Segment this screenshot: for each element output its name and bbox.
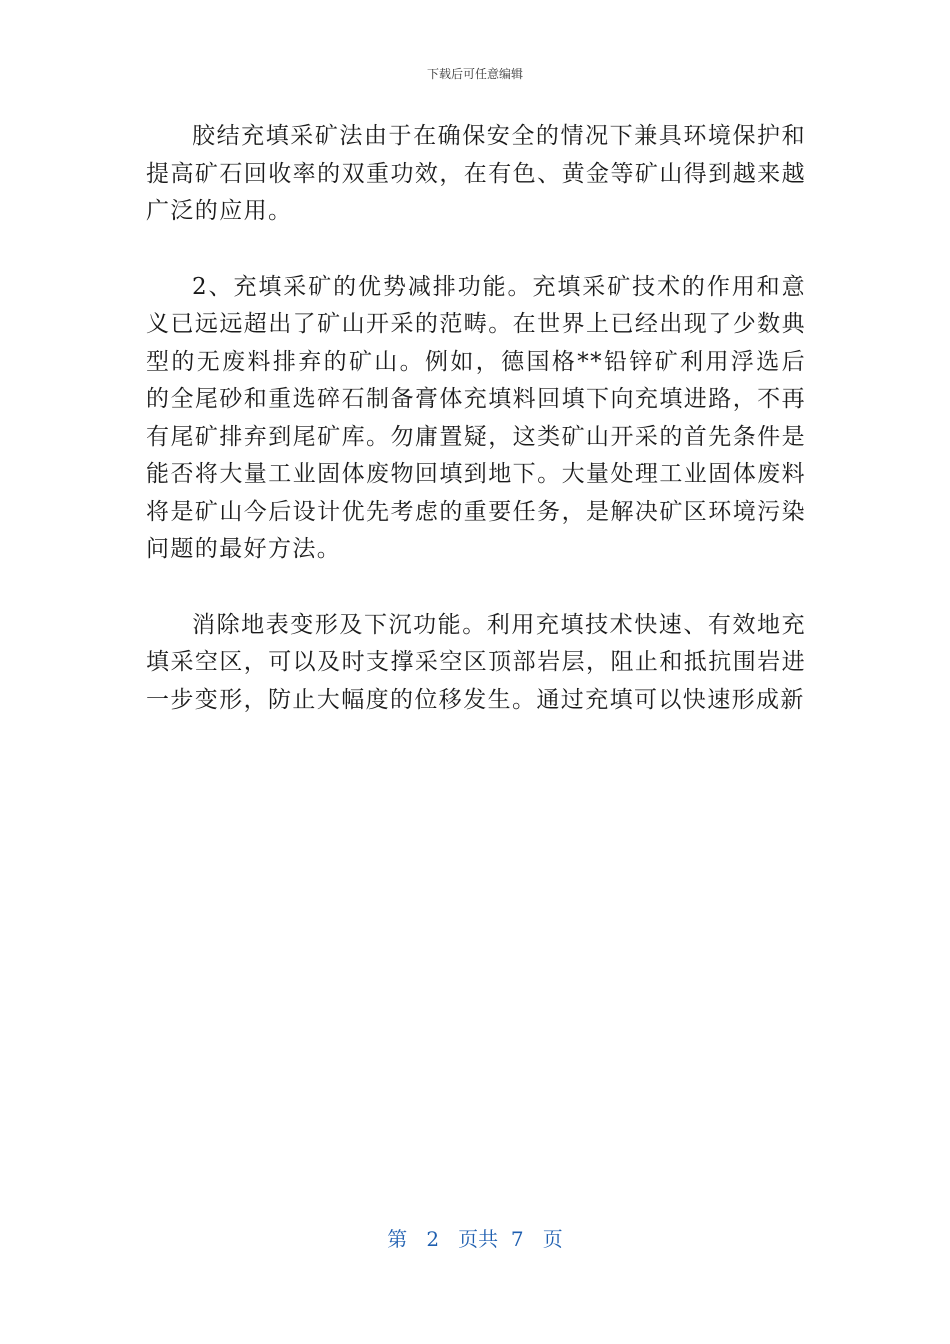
current-page-number: 2 — [426, 1227, 440, 1251]
paragraph-1: 胶结充填采矿法由于在确保安全的情况下兼具环境保护和提高矿石回收率的双重功效，在有色、黄金等矿山得到越来越广泛的应用。 — [146, 123, 806, 224]
total-page-count: 7 — [510, 1227, 524, 1251]
page-footer — [0, 1227, 950, 1251]
footer-suffix: 页 — [542, 1227, 563, 1251]
footer-middle: 页共 — [458, 1227, 499, 1251]
header-text: 下载后可任意编辑 — [426, 67, 523, 81]
footer-prefix: 第 — [387, 1227, 408, 1251]
paragraph-2: 2、充填采矿的优势减排功能。充填采矿技术的作用和意义已远远超出了矿山开采的范畴。在世界上已经出现了少数典型的无废料排弃的矿山。例如，德国格**铅锌矿利用浮选后的全尾砂和重选碎石制备膏体充填料回填下向充填进路，不再有尾矿排弃到尾矿库。勿庸置疑，这类矿山开采的首先条件是能否将大量工业固体废物回填到地下。大量处理工业固体废料将是矿山今后设计优先考虑的重要任务，是解决矿区环境污染问题的最好方法。 — [146, 273, 806, 562]
paragraph-3: 消除地表变形及下沉功能。利用充填技术快速、有效地充填采空区，可以及时支撑采空区顶部岩层，阻止和抵抗围岩进一步变形，防止大幅度的位移发生。通过充填可以快速形成新 — [146, 611, 806, 713]
document-body — [146, 118, 806, 719]
page-header — [0, 66, 950, 82]
